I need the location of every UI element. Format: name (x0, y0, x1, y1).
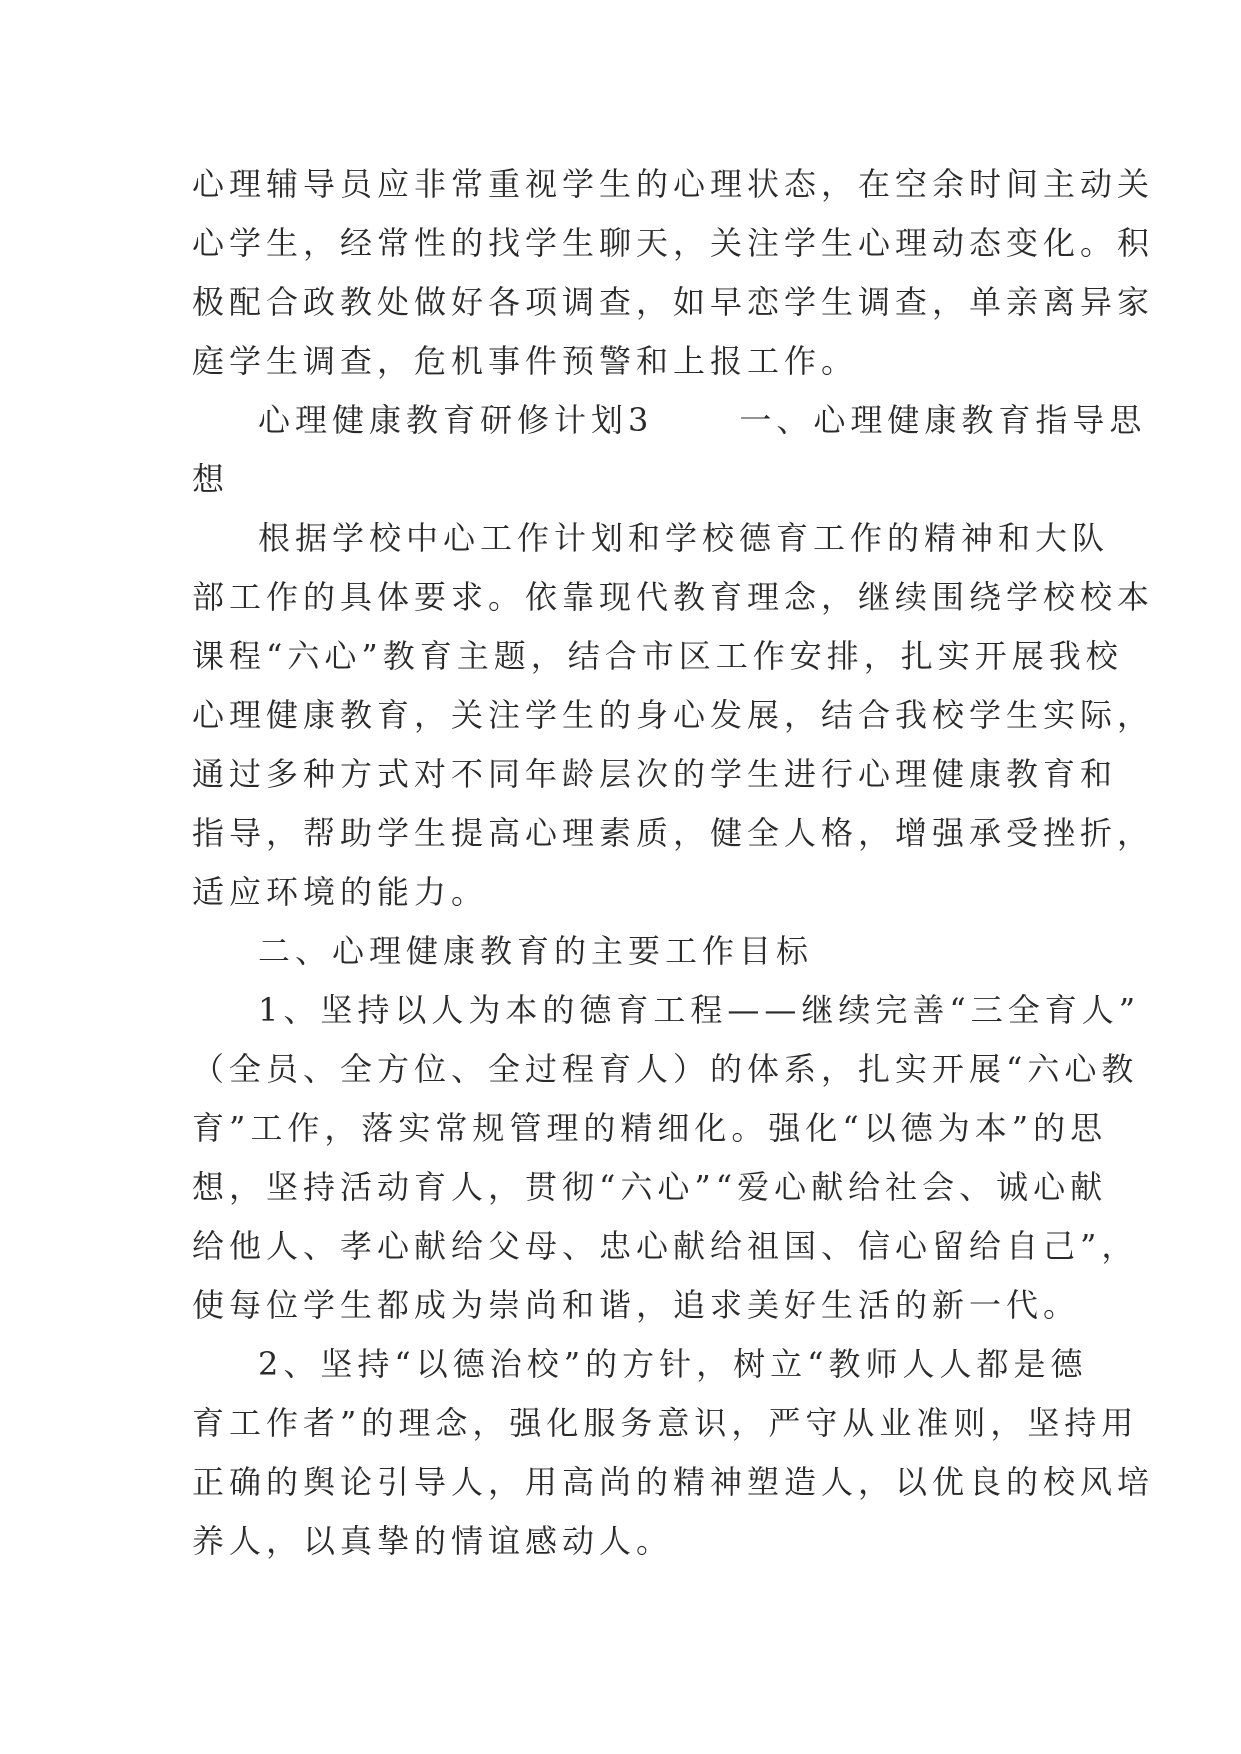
text-line: 指导，帮助学生提高心理素质，健全人格，增强承受挫折， (192, 814, 1155, 852)
text-line: 心理辅导员应非常重视学生的心理状态，在空余时间主动关 (192, 165, 1155, 203)
text-line: 正确的舆论引导人，用高尚的精神塑造人，以优良的校风培 (192, 1463, 1155, 1501)
section-heading-line: 二、心理健康教育的主要工作目标 (258, 932, 814, 970)
text-line: 极配合政教处做好各项调查，如早恋学生调查，单亲离异家 (192, 283, 1155, 321)
text-line: 部工作的具体要求。依靠现代教育理念，继续围绕学校校本 (192, 578, 1155, 616)
paragraph-start-line: 2、坚持“以德治校”的方针，树立“教师人人都是德 (258, 1345, 1088, 1383)
text-line: 给他人、孝心献给父母、忠心献给祖国、信心留给自己”， (192, 1227, 1139, 1265)
text-line: 育工作者”的理念，强化服务意识，严守从业准则，坚持用 (192, 1404, 1139, 1442)
text-line: 课程“六心”教育主题，结合市区工作安排，扎实开展我校 (192, 637, 1123, 675)
section-heading-line (192, 391, 1147, 450)
text-line: 育”工作，落实常规管理的精细化。强化“以德为本”的思 (192, 1109, 1108, 1147)
text-line: 心理健康教育，关注学生的身心发展，结合我校学生实际， (192, 696, 1155, 734)
document-body (192, 155, 1155, 1571)
section-heading: 一、心理健康教育指导思 (739, 401, 1147, 439)
paragraph-start-line: 根据学校中心工作计划和学校德育工作的精神和大队 (258, 519, 1110, 557)
text-line: 想 (192, 460, 230, 498)
paragraph-start-line: 1、坚持以人为本的德育工程——继续完善“三全育人” (258, 991, 1141, 1029)
text-line: （全员、全方位、全过程育人）的体系，扎实开展“六心教 (192, 1050, 1139, 1088)
text-line: 养人，以真挚的情谊感动人。 (192, 1522, 674, 1560)
text-line: 庭学生调查，危机事件预警和上报工作。 (192, 342, 859, 380)
text-line: 通过多种方式对不同年龄层次的学生进行心理健康教育和 (192, 755, 1118, 793)
plan-title: 心理健康教育研修计划3 (258, 401, 654, 439)
text-line: 想，坚持活动育人，贯彻“六心”“爱心献给社会、诚心献 (192, 1168, 1108, 1206)
text-line: 适应环境的能力。 (192, 873, 489, 911)
text-line: 心学生，经常性的找学生聊天，关注学生心理动态变化。积 (192, 224, 1155, 262)
text-line: 使每位学生都成为崇尚和谐，追求美好生活的新一代。 (192, 1286, 1081, 1324)
